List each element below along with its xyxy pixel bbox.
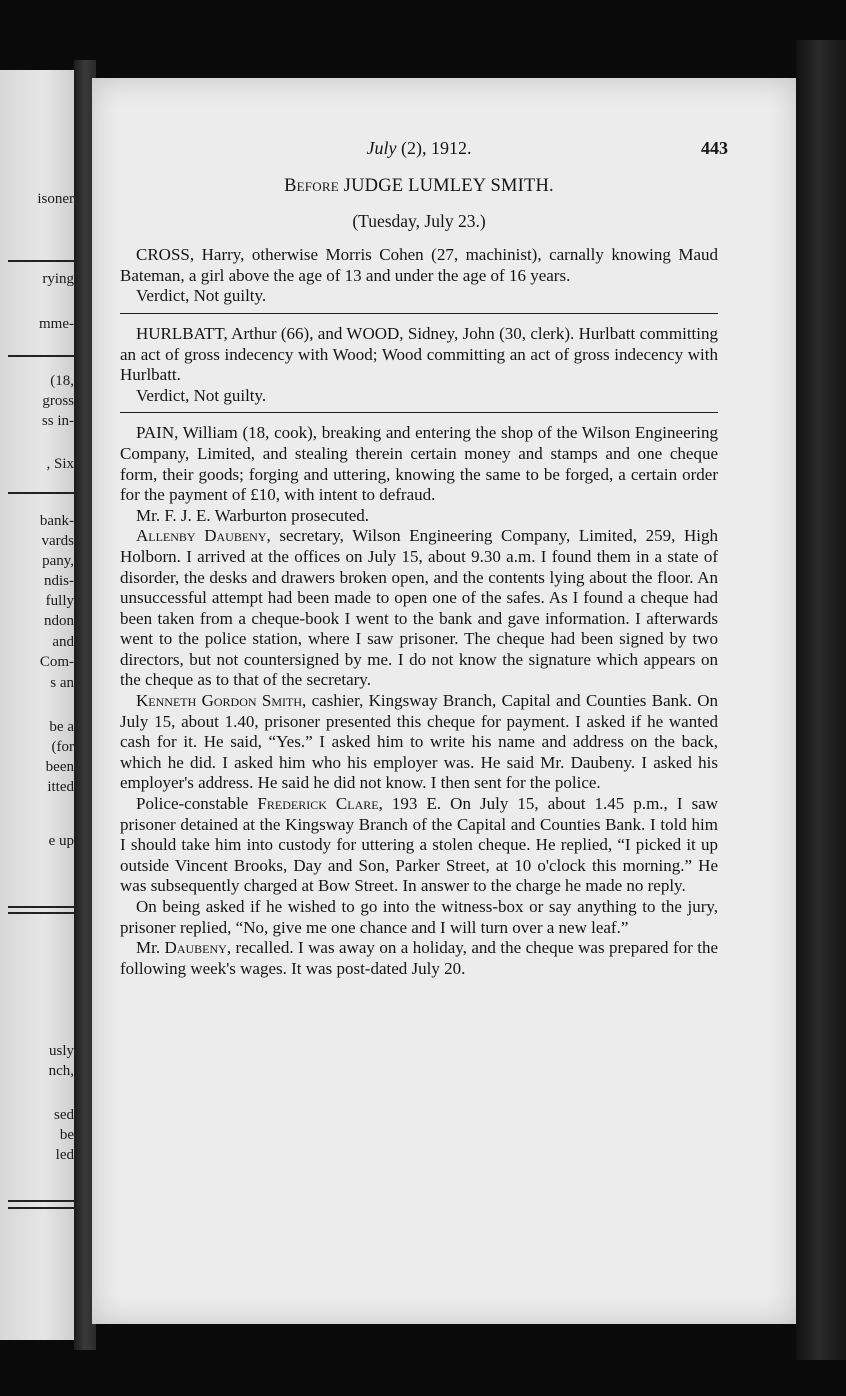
recall-text: , recalled. I was away on a holiday, and the cheque was prepared for the following week's wages. It was post-dated July 20. bbox=[120, 938, 718, 978]
left-fragment: itted bbox=[47, 779, 74, 795]
verdict: Verdict, Not guilty. bbox=[136, 385, 267, 405]
witness-text: , 193 E. On July 15, about 1.45 p.m., I saw prisoner detained at the Kingsway Branch of the Capital and Counties Bank. I told him I should take him into custody for uttering a stolen cheque. He replied, “I picked it up outside Vincent Brooks, Day and Son, Parker Street, at 10 o'clock this morning.” He was subsequently charged at Bow Street. In answer to the charge he made no reply. bbox=[120, 794, 719, 896]
witness-text: , cashier, Kingsway Branch, Capital and Counties Bank. On July 15, about 1.40, prisoner presented this cheque for payment. I asked if he wanted cash for it. He said, “Yes.” I asked him to write his name and address on the back, which he did. I asked him who his employer was. He said Mr. Daubeny. I asked his employer's address. He said he did not know. I then sent for the police. bbox=[120, 691, 718, 793]
left-fragment: rying bbox=[42, 271, 74, 287]
running-head-year: (2), 1912. bbox=[400, 138, 472, 158]
verdict: Verdict, Not guilty. bbox=[136, 286, 267, 306]
witness-name: Allenby Daubeny bbox=[136, 526, 267, 546]
witness-statement bbox=[120, 691, 718, 794]
case-divider bbox=[120, 313, 718, 314]
recall-prefix: Mr. bbox=[136, 938, 165, 958]
left-fragment: gross bbox=[42, 393, 74, 409]
left-fragment: nch, bbox=[48, 1063, 74, 1079]
case-entry bbox=[120, 245, 718, 307]
left-fragment: bank- bbox=[39, 513, 74, 529]
left-fragment: e up bbox=[48, 833, 74, 849]
left-rule bbox=[8, 1200, 74, 1202]
left-fragment: sed bbox=[54, 1107, 74, 1123]
left-fragment: isoner bbox=[37, 191, 74, 207]
sitting-date: (Tuesday, July 23.) bbox=[352, 210, 486, 231]
running-head-date bbox=[120, 138, 718, 159]
left-fragment: be bbox=[59, 1127, 74, 1143]
closing-paragraph: On being asked if he wished to go into the witness-box or say anything to the jury, prisoner replied, “No, give me one chance and I will turn over a new leaf.” bbox=[120, 897, 718, 937]
left-fragment: be a bbox=[49, 719, 74, 735]
case-paragraph: CROSS, Harry, otherwise Morris Cohen (27, machinist), carnally knowing Maud Bateman, a girl above the age of 13 and under the age of 16 years. bbox=[120, 245, 718, 285]
left-fragment: (for bbox=[51, 739, 74, 755]
left-rule bbox=[8, 355, 74, 357]
case-paragraph: PAIN, William (18, cook), breaking and entering the shop of the Wilson Engineering Company, Limited, and stealing therein certain money and stamps and one cheque form, their goods; forging and uttering, knowing the same to be forged, a certain order for the payment of £10, with intent to defraud. bbox=[120, 423, 718, 505]
left-fragment: mme- bbox=[39, 316, 74, 332]
left-fragment: ndon bbox=[44, 613, 74, 629]
recall-name: Daubeny bbox=[164, 938, 227, 958]
left-fragment: Com- bbox=[39, 654, 74, 670]
left-fragment: vards bbox=[41, 533, 74, 549]
left-fragment: fully bbox=[45, 593, 74, 609]
case-entry bbox=[120, 324, 718, 406]
court-heading bbox=[120, 176, 718, 197]
left-fragment: usly bbox=[48, 1043, 74, 1059]
running-head-month: July bbox=[366, 138, 397, 158]
left-rule bbox=[8, 492, 74, 494]
left-fragment: ss in- bbox=[41, 413, 74, 429]
judge-name: JUDGE LUMLEY SMITH. bbox=[343, 176, 554, 196]
left-rule bbox=[8, 912, 74, 914]
page-edge-shadow bbox=[796, 40, 846, 1360]
running-head bbox=[120, 138, 728, 162]
witness-text: , secretary, Wilson Engineering Company, Limited, 259, High Holborn. I arrived at the offices on July 15, about 9.30 a.m. I found them in a state of disorder, the desks and drawers broken open, and the contents lying about the floor. An unsuccessful attempt had been made to open one of the safes. As I found a cheque had been taken from a cheque-book I went to the bank and gave information. I afterwards went to the police station, where I saw prisoner. The cheque had been signed by two directors, but not countersigned by me. I do not know the signature which appears on the cheque as to that of the secretary. bbox=[120, 526, 718, 690]
left-fragment: (18, bbox=[50, 373, 74, 389]
case-divider bbox=[120, 412, 718, 413]
witness-prefix: Police-constable bbox=[136, 794, 258, 814]
printed-page bbox=[92, 78, 796, 1324]
court-prefix: Before bbox=[284, 176, 339, 196]
left-fragment: pany, bbox=[42, 553, 74, 569]
witness-name: Kenneth Gordon Smith bbox=[136, 691, 303, 711]
recall-statement bbox=[120, 938, 718, 979]
witness-statement bbox=[120, 794, 718, 897]
witness-name: Frederick Clare bbox=[257, 794, 379, 814]
left-fragment: led bbox=[55, 1147, 74, 1163]
left-fragment: and bbox=[52, 634, 74, 650]
prosecution-note: Mr. F. J. E. Warburton prosecuted. bbox=[136, 505, 370, 525]
left-rule bbox=[8, 1207, 74, 1209]
case-paragraph: HURLBATT, Arthur (66), and WOOD, Sidney, John (30, clerk). Hurlbatt committing an act of gross indecency with Wood; Wood committing an act of gross indecency with Hurlbatt. bbox=[120, 323, 718, 385]
witness-statement bbox=[120, 526, 718, 691]
facing-page-fragment bbox=[0, 70, 74, 1340]
page-content bbox=[120, 138, 728, 979]
left-fragment: ndis- bbox=[44, 573, 74, 589]
left-fragment: , Six bbox=[46, 456, 74, 472]
left-fragment: s an bbox=[50, 675, 74, 691]
left-rule bbox=[8, 906, 74, 908]
left-rule bbox=[8, 260, 74, 262]
page-number: 443 bbox=[701, 138, 728, 158]
left-fragment: been bbox=[45, 759, 74, 775]
case-entry bbox=[120, 423, 718, 979]
